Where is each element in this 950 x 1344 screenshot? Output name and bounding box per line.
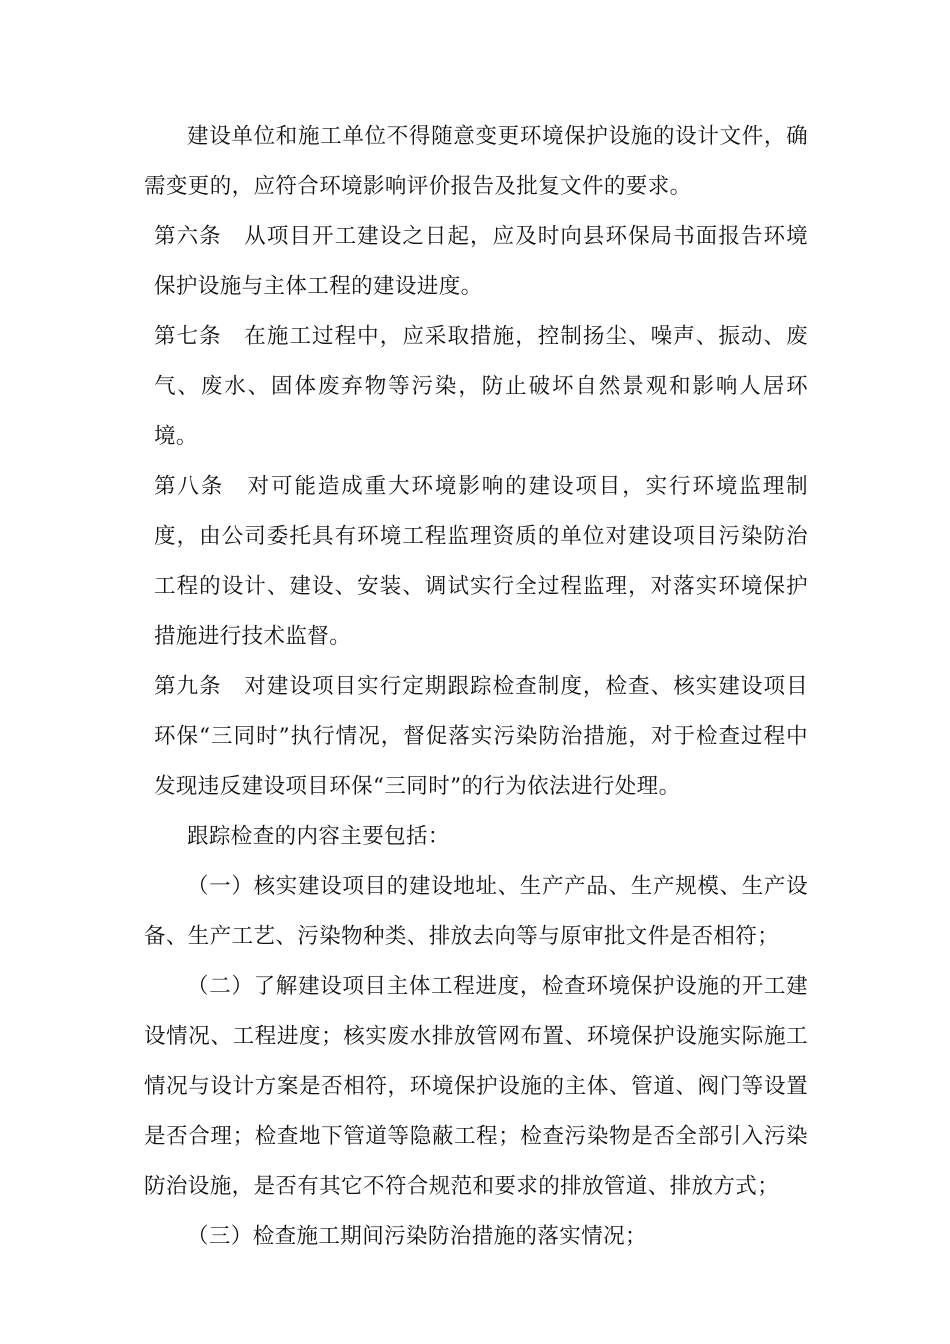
article-8: 第八条 对可能造成重大环境影响的建设项目，实行环境监理制度，由公司委托具有环境工程监理资质的单位对建设项目污染防治工程的设计、建设、安装、调试实行全过程监理，对落实环境保护措施进行技术监督。: [154, 474, 808, 649]
article-6: 第六条 从项目开工建设之日起，应及时向县环保局书面报告环境保护设施与主体工程的建设进度。: [154, 224, 808, 299]
document-body: [144, 112, 808, 1262]
list-item-3: （三）检查施工期间污染防治措施的落实情况；: [187, 1224, 647, 1249]
list-item-2: （二）了解建设项目主体工程进度，检查环境保护设施的开工建设情况、工程进度；核实废水排放管网布置、环境保护设施实际施工情况与设计方案是否相符，环境保护设施的主体、管道、阀门等设置是否合理；检查地下管道等隐蔽工程；检查污染物是否全部引入污染防治设施，是否有其它不符合规范和要求的排放管道、排放方式；: [144, 974, 808, 1199]
paragraph-design-change: 建设单位和施工单位不得随意变更环境保护设施的设计文件，确需变更的，应符合环境影响评价报告及批复文件的要求。: [144, 124, 808, 199]
paragraph-inspection-intro: 跟踪检查的内容主要包括：: [187, 824, 450, 849]
article-7: 第七条 在施工过程中，应采取措施，控制扬尘、噪声、振动、废气、废水、固体废弃物等污染，防止破坏自然景观和影响人居环境。: [154, 324, 808, 449]
list-item-1: （一）核实建设项目的建设地址、生产产品、生产规模、生产设备、生产工艺、污染物种类、排放去向等与原审批文件是否相符；: [144, 874, 808, 949]
article-9: 第九条 对建设项目实行定期跟踪检查制度，检查、核实建设项目环保“三同时”执行情况，督促落实污染防治措施，对于检查过程中发现违反建设项目环保“三同时”的行为依法进行处理。: [154, 674, 808, 799]
